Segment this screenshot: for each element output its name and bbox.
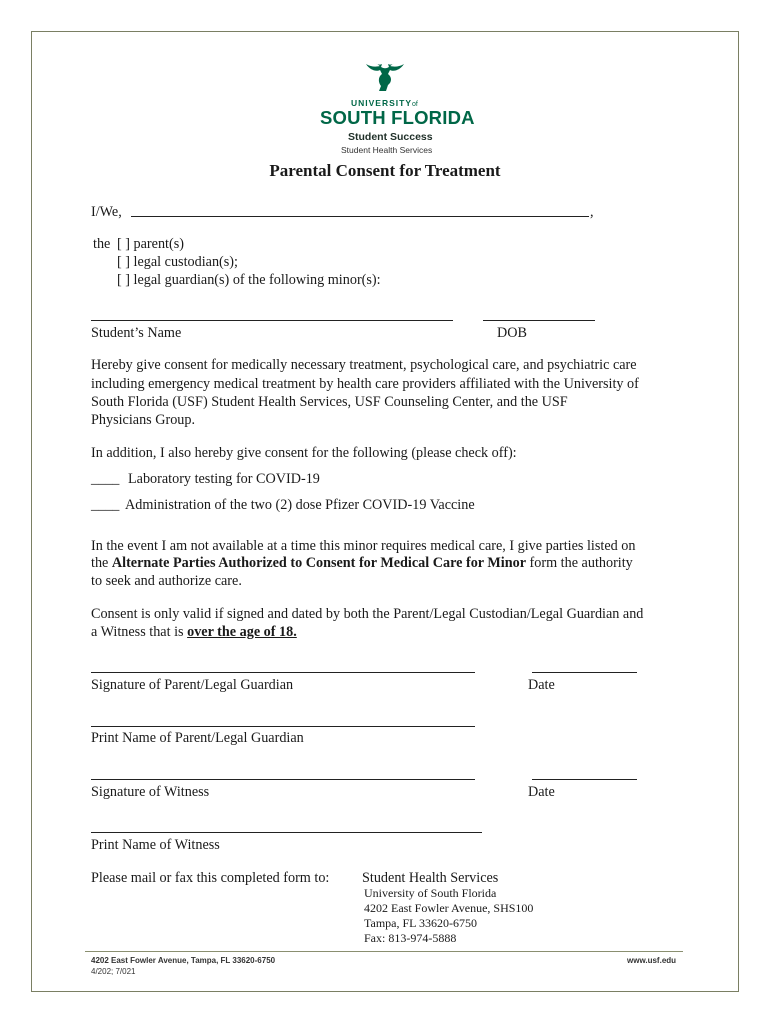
- option-parent[interactable]: [ ] parent(s): [117, 236, 184, 252]
- mail-instruction: Please mail or fax this completed form to:: [91, 870, 330, 886]
- parent-signature-label: Signature of Parent/Legal Guardian: [91, 677, 294, 693]
- consent-line-4: Physicians Group.: [91, 412, 196, 428]
- parent-date-field[interactable]: [532, 672, 637, 673]
- the-label: the: [93, 236, 111, 252]
- page-title: Parental Consent for Treatment: [269, 161, 501, 180]
- witness-print-name-field[interactable]: [91, 832, 482, 833]
- age-requirement: over the age of 18.: [187, 624, 297, 640]
- additional-intro: In addition, I also hereby give consent for the following (please check off):: [91, 445, 517, 461]
- mail-office: Student Health Services: [362, 870, 499, 886]
- logo-university-label: UNIVERSITYof: [351, 98, 418, 108]
- option-guardian[interactable]: [ ] legal guardian(s) of the following minor(s):: [117, 272, 381, 288]
- validity-line-1: Consent is only valid if signed and dated by both the Parent/Legal Custodian/Legal Guardian and: [91, 606, 644, 622]
- consent-line-1: Hereby give consent for medically necessary treatment, psychological care, and psychiatric care: [91, 357, 637, 373]
- mail-address-line-1: University of South Florida: [364, 886, 497, 900]
- witness-signature-label: Signature of Witness: [91, 784, 210, 800]
- parent-date-label: Date: [528, 677, 555, 693]
- student-name-label: Student’s Name: [91, 325, 182, 341]
- option-custodian[interactable]: [ ] legal custodian(s);: [117, 254, 238, 270]
- alternate-form-name: Alternate Parties Authorized to Consent for Medical Care for Minor: [111, 555, 526, 571]
- mail-address-line-2: 4202 East Fowler Avenue, SHS100: [364, 901, 534, 915]
- footer-address: 4202 East Fowler Avenue, Tampa, FL 33620-6750: [91, 956, 276, 965]
- consent-line-2: including emergency medical treatment by health care providers affiliated with the University of: [91, 376, 639, 392]
- iwe-comma: ,: [590, 204, 594, 220]
- alternate-line-2: the Alternate Parties Authorized to Consent for Medical Care for Minor form the authority: [91, 555, 633, 571]
- witness-date-field[interactable]: [532, 779, 637, 780]
- covid-test-checkbox[interactable]: ____: [91, 471, 120, 487]
- footer-website[interactable]: www.usf.edu: [627, 956, 677, 965]
- covid-test-label: Laboratory testing for COVID-19: [128, 471, 320, 487]
- witness-date-label: Date: [528, 784, 555, 800]
- parent-print-name-field[interactable]: [91, 726, 475, 727]
- iwe-label: I/We,: [91, 204, 122, 220]
- dob-field[interactable]: [483, 320, 595, 321]
- footer-rule: [85, 951, 683, 952]
- student-name-field[interactable]: [91, 320, 453, 321]
- logo-subdepartment: Student Health Services: [341, 145, 433, 155]
- alternate-line-1: In the event I am not available at a time this minor requires medical care, I give parties listed on: [91, 538, 636, 554]
- mail-address-line-3: Tampa, FL 33620-6750: [364, 916, 478, 930]
- dob-label: DOB: [497, 325, 527, 341]
- iwe-name-field[interactable]: [131, 216, 589, 217]
- logo-department: Student Success: [348, 131, 433, 143]
- mail-fax: Fax: 813-974-5888: [364, 931, 457, 945]
- validity-line-2: a Witness that is over the age of 18.: [91, 624, 297, 640]
- covid-vaccine-label: Administration of the two (2) dose Pfizer COVID-19 Vaccine: [125, 497, 475, 513]
- alternate-line-3: to seek and authorize care.: [91, 573, 242, 589]
- parent-print-name-label: Print Name of Parent/Legal Guardian: [91, 730, 304, 746]
- usf-bull-logo-icon: [362, 60, 408, 94]
- witness-signature-field[interactable]: [91, 779, 475, 780]
- witness-print-name-label: Print Name of Witness: [91, 837, 220, 853]
- footer-revision: 4/202; 7/021: [91, 967, 136, 976]
- covid-vaccine-checkbox[interactable]: ____: [91, 497, 120, 513]
- consent-line-3: South Florida (USF) Student Health Services, USF Counseling Center, and the USF: [91, 394, 568, 410]
- logo-name: SOUTH FLORIDA: [320, 107, 475, 128]
- parent-signature-field[interactable]: [91, 672, 475, 673]
